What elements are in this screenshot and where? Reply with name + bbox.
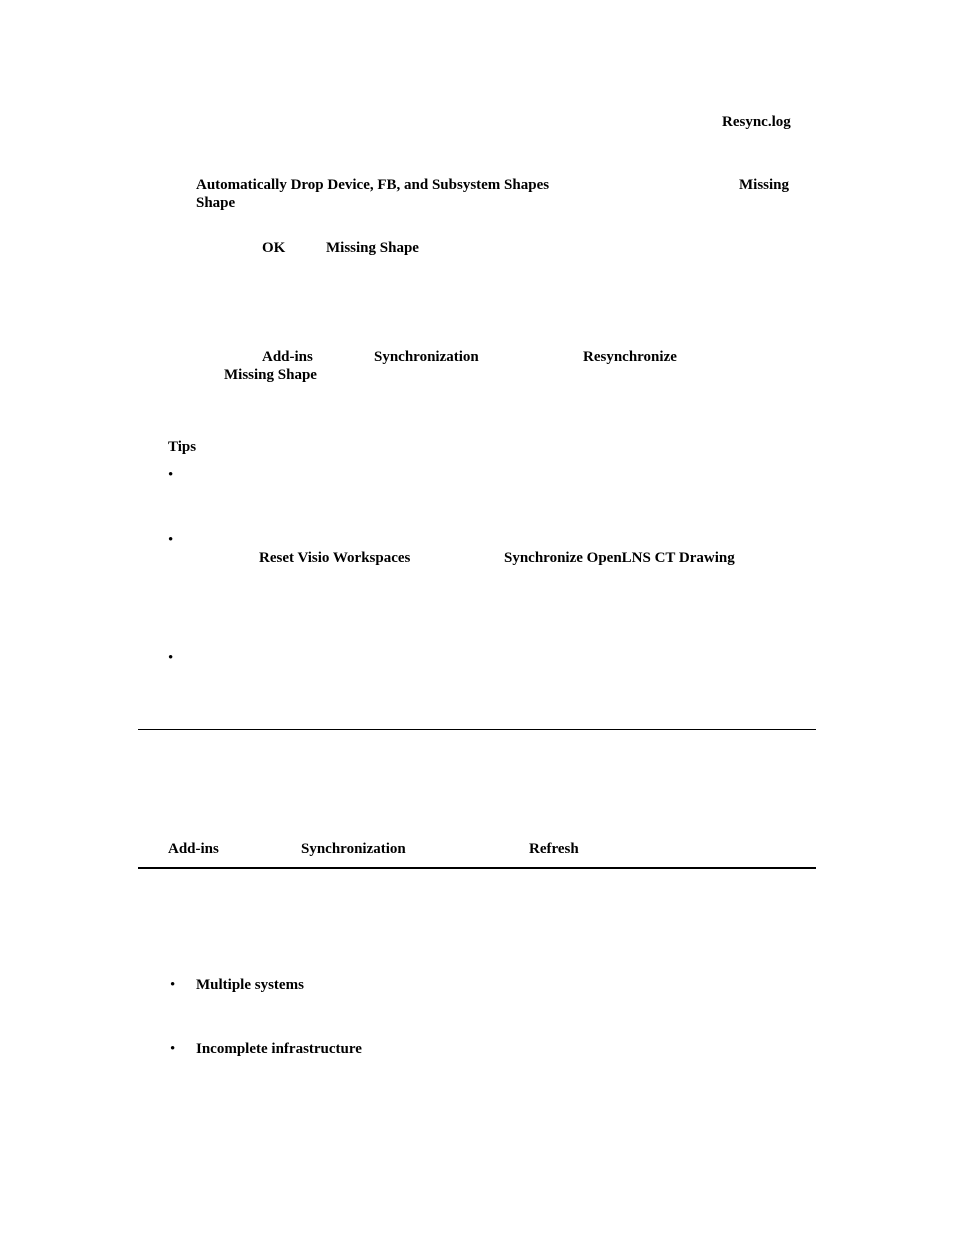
tips-bullet-1: • <box>168 467 174 483</box>
auto-drop-option-label: Automatically Drop Device, FB, and Subsystem Shapes <box>196 177 550 193</box>
tips-bullet-2: • <box>168 532 174 548</box>
sync-drawing-reference: Synchronize OpenLNS CT Drawing <box>504 550 735 566</box>
menu-synchronization-reference-2: Synchronization <box>301 841 406 857</box>
list-item-incomplete-infrastructure: Incomplete infrastructure <box>196 1041 362 1057</box>
section-divider-top <box>138 729 816 730</box>
section-divider-bottom <box>138 867 816 869</box>
menu-refresh-reference: Refresh <box>529 841 579 857</box>
missing-shape-reference: Missing Shape <box>326 240 419 256</box>
reset-workspaces-reference: Reset Visio Workspaces <box>259 550 411 566</box>
tips-heading: Tips <box>168 439 197 455</box>
menu-addins-reference: Add-ins <box>262 349 313 365</box>
list-bullet-2: • <box>170 1041 176 1057</box>
missing-shape-label-part1: Missing <box>739 177 790 193</box>
ok-button-reference: OK <box>262 240 286 256</box>
missing-shape-label-part2: Shape <box>196 195 236 211</box>
tips-bullet-3: • <box>168 650 174 666</box>
menu-resynchronize-reference: Resynchronize <box>583 349 677 365</box>
menu-addins-reference-2: Add-ins <box>168 841 219 857</box>
list-bullet-1: • <box>170 977 176 993</box>
missing-shape-reference-2: Missing Shape <box>224 367 317 383</box>
menu-synchronization-reference: Synchronization <box>374 349 479 365</box>
list-item-multiple-systems: Multiple systems <box>196 977 304 993</box>
log-file-name: Resync.log <box>722 114 791 130</box>
